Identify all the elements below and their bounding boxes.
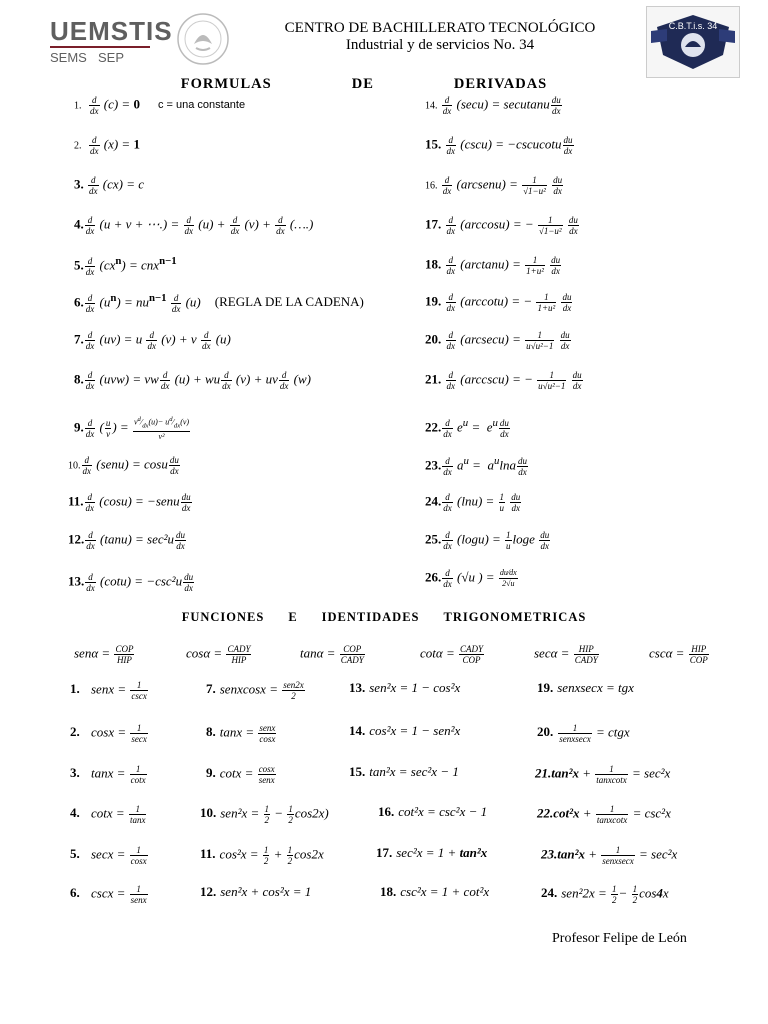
identity-3: 3. tanx = $\frac{1}{\cot x}$ xyxy=(70,764,146,785)
formula-24: 24. $\frac{d}{dx}$ (lnu) = $\frac{1}{u}$ $\frac{du}{dx}$ xyxy=(425,492,521,513)
formula-6: 6. $\frac{d}{dx}$ $(u^n) = nu^{n-1}$ $\frac{d}{dx}$ (u) (REGLA DE LA CADENA) xyxy=(74,292,364,314)
trig-title-word-4: TRIGONOMETRICAS xyxy=(443,610,587,624)
constant-note: c = una constante xyxy=(157,99,246,112)
identity-17: 17. sec²x = 1 + tan²x xyxy=(376,845,488,860)
identity-16: 16. cot²x = csc²x − 1 xyxy=(378,804,488,819)
formula-7: 7. $\frac{d}{dx}$ (uv) = u $\frac{d}{dx}$ (v) + v $\frac{d}{dx}$ (u) xyxy=(74,330,231,351)
identity-2: 2. cosx = 1 secx xyxy=(70,723,147,744)
identity-12: 12. sen²x + cos²x = 1 xyxy=(200,884,312,899)
def-cot: cotα = CADY COP xyxy=(420,644,483,665)
identity-20: 20. 1 senxsecx = ctgx xyxy=(537,723,630,744)
identity-5: 5. secx = $\frac{1}{\cos x}$ xyxy=(70,845,147,866)
formula-25: 25. $\frac{d}{dx}$ (logu) = $\frac{1}{u}$ loge $\frac{du}{dx}$ xyxy=(425,530,550,551)
school-name xyxy=(270,20,610,54)
identity-15: 15. tan²x = sec²x − 1 xyxy=(349,764,459,779)
def-tan: tanα = COP CADY xyxy=(300,644,364,665)
identity-9: 9. cotx = cosx senx xyxy=(206,764,275,785)
formula-2: 2. $\frac{d}{dx}$ (x) = 1 xyxy=(74,135,140,156)
identity-23: 23.tan²x + 1 senxsecx = sec²x xyxy=(541,845,678,866)
identity-14: 14. cos²x = 1 − sen²x xyxy=(349,723,461,738)
professor-name: Profesor Felipe de León xyxy=(552,931,687,946)
identity-22: 22.cot²x + $\frac{1}{\text{tanxcotx}}$ = csc²x xyxy=(537,804,671,825)
sep-label: SEP xyxy=(98,50,125,65)
cbtis-logo-text: C.B.T.i.s. 34 xyxy=(668,21,718,31)
formula-22: 22. $\frac{d}{dx}$ $e^u = e^u$ $\frac{du}{dx}$ xyxy=(425,417,509,439)
identity-13: 13. sen²x = 1 − cos²x xyxy=(349,680,461,695)
identity-10: 10. sen²x = $\frac{1}{2}$ − $\frac{1}{2}$ cos2x) xyxy=(200,804,329,825)
formula-10: 10. $\frac{d}{dx}$ (senu) = cosu $\frac{du}{dx}$ xyxy=(68,455,179,476)
formula-15: 15. $\frac{d}{dx}$ (cscu) = −cscucotu $\frac{du}{dx}$ xyxy=(425,135,573,156)
formula-9: 9. $\frac{d}{dx}$ ( $\frac{u}{v}$ ) = $\frac{v^d⁄_{dx}(u)- u^d⁄_{dx}(v)}{\text{v²}}$ xyxy=(74,416,190,442)
trig-section-title xyxy=(0,610,768,625)
identity-24: 24. sen²2x = $\frac{1}{2}$ − $\frac{1}{2}$ cos4x xyxy=(541,884,669,905)
derivatives-title xyxy=(0,76,768,93)
school-line-1: CENTRO DE BACHILLERATO TECNOLÓGICO xyxy=(284,20,596,36)
trig-title-word-2: E xyxy=(288,610,298,624)
title-word-3: DERIVADAS xyxy=(453,76,548,92)
formula-8: 8. $\frac{d}{dx}$ (uvw) = vw $\frac{d}{dx}$ (u) + wu $\frac{d}{dx}$ (v) + uv $\frac{d}{dx}$ (w) xyxy=(74,370,311,391)
title-word-1: FORMULAS xyxy=(180,76,272,92)
mexico-seal-icon xyxy=(176,12,230,66)
school-line-2: Industrial y de servicios No. 34 xyxy=(345,37,535,53)
formula-5: 5. $\frac{d}{dx}$ $(cx^n) = cnx^{n-1}$ xyxy=(74,255,177,277)
formula-4: 4. $\frac{d}{dx}$ (u + v + ⋯.) = $\frac{d}{dx}$ (u) + $\frac{d}{dx}$ (v) + $\frac{d}{dx}$ (….) xyxy=(74,215,314,236)
uemstis-logo-text: UEMSTIS xyxy=(50,16,173,46)
def-sec: secα = HIP CADY xyxy=(534,644,598,665)
formula-3: 3. $\frac{d}{dx}$ (cx) = c xyxy=(74,175,144,196)
trig-title-word-1: FUNCIONES xyxy=(181,610,265,624)
formula-11: 11. $\frac{d}{dx}$ (cosu) = −senu $\frac{du}{dx}$ xyxy=(68,492,191,513)
title-word-2: DE xyxy=(351,76,374,92)
formula-20: 20. $\frac{d}{dx}$ (arcsecu) = $\frac{1}{\text{u√u²−1}}$ $\frac{du}{dx}$ xyxy=(425,330,570,351)
identity-1: 1. senx = 1 cscx xyxy=(70,680,147,701)
formula-21: 21. $\frac{d}{dx}$ (arccscu) = − $\frac{1}{\text{u√u²−1}}$ $\frac{du}{dx}$ xyxy=(425,370,582,391)
identity-4: 4. cotx = $\frac{1}{\tan x}$ xyxy=(70,804,146,825)
identity-19: 19. senxsecx = tgx xyxy=(537,680,634,695)
formula-19: 19. $\frac{d}{dx}$ (arccotu) = − $\frac{1}{\text{1+u²}}$ $\frac{du}{dx}$ xyxy=(425,292,572,313)
formula-14: 14. $\frac{d}{dx}$ (secu) = secutanu $\frac{du}{dx}$ xyxy=(425,95,561,116)
formula-16: 16. $\frac{d}{dx}$ (arcsenu) = $\frac{1}{\text{√1−u²}}$ $\frac{du}{dx}$ xyxy=(425,175,563,196)
formula-26: 26. $\frac{d}{dx}$ (√u ) = $\frac{du⁄dx}{2√u}$ xyxy=(425,568,517,589)
def-sen: senα = COP HIP xyxy=(74,644,134,665)
formula-23: 23. $\frac{d}{dx}$ $a^u = a^u\ln a$ $\frac{du}{dx}$ xyxy=(425,455,527,477)
def-csc: cscα = HIP COP xyxy=(649,644,708,665)
chain-rule-note: (REGLA DE LA CADENA) xyxy=(214,294,364,310)
identity-8: 8. tanx = senx cosx xyxy=(206,723,276,744)
formula-17: 17. $\frac{d}{dx}$ (arccosu) = − $\frac{1}{\text{√1−u²}}$ $\frac{du}{dx}$ xyxy=(425,215,578,236)
identity-6: 6. cscx = 1 senx xyxy=(70,884,147,905)
formula-12: 12. $\frac{d}{dx}$ (tanu) = sec²u $\frac{du}{dx}$ xyxy=(68,530,186,551)
formula-13: 13. $\frac{d}{dx}$ (cotu) = −csc²u $\frac{du}{dx}$ xyxy=(68,572,194,593)
identity-11: 11. cos²x = $\frac{1}{2}$ + $\frac{1}{2}$ cos2x xyxy=(200,845,324,866)
identity-21: 21.tan²x + $\frac{1}{\text{tanxcotx}}$ = sec²x xyxy=(535,764,671,785)
cbtis-logo xyxy=(646,6,740,78)
def-cos: cosα = CADY HIP xyxy=(186,644,251,665)
sems-label: SEMS xyxy=(50,50,87,65)
trig-title-word-3: IDENTIDADES xyxy=(321,610,420,624)
identity-7: 7. senxcosx = sen2x 2 xyxy=(206,680,304,701)
formula-18: 18. $\frac{d}{dx}$ (arctanu) = $\frac{1}{\text{1+u²}}$ $\frac{du}{dx}$ xyxy=(425,255,561,276)
uemstis-logo xyxy=(50,16,173,68)
formula-1: 1. $\frac{d}{dx}$ (c) = 0 c = una constante xyxy=(74,95,246,116)
logo-divider xyxy=(50,46,150,48)
identity-18: 18. csc²x = 1 + cot²x xyxy=(380,884,490,899)
